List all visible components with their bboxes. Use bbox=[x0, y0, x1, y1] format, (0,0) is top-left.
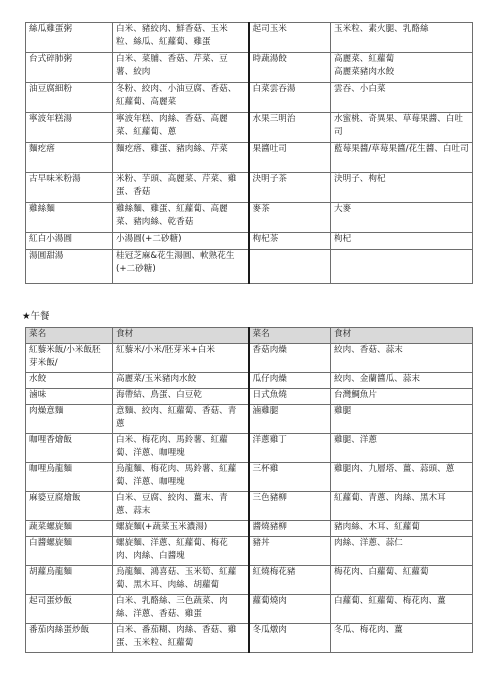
ingredients: 紅藜米/小米/胚芽米+白米 bbox=[113, 344, 249, 373]
ingredients: 烏龍麵、鴻喜菇、玉米筍、紅蘿蔔、黑木耳、肉絲、胡蘿蔔 bbox=[113, 566, 249, 595]
dish-name: 油豆腐細粉 bbox=[26, 83, 113, 113]
dish-name: 豬丼 bbox=[249, 537, 331, 566]
dish-name: 蔬菜螺旋麵 bbox=[26, 521, 113, 537]
ingredients: 豬肉絲、木耳、紅蘿蔔 bbox=[331, 521, 473, 537]
header-ingredients: 食材 bbox=[113, 328, 249, 344]
ingredients: 冬粉、絞肉、小油豆腐、香菇、紅蘿蔔、高麗菜 bbox=[113, 83, 249, 113]
ingredients: 大麥 bbox=[331, 203, 473, 233]
ingredients: 白米、梅花肉、馬鈴薯、紅蘿蔔、洋蔥、咖哩塊 bbox=[113, 434, 249, 463]
table-row bbox=[26, 389, 473, 405]
dish-name: 胡蘿烏龍麵 bbox=[26, 566, 113, 595]
dish-name: 醬燒豬柳 bbox=[249, 521, 331, 537]
dish-name: 番茄肉絲蛋炒飯 bbox=[26, 624, 113, 653]
ingredients: 意麵、絞肉、紅蘿蔔、香菇、青蔥 bbox=[113, 405, 249, 434]
dish-name: 瓜仔肉燥 bbox=[249, 373, 331, 389]
dish-name: 白醬螺旋麵 bbox=[26, 537, 113, 566]
ingredients: 雞腿 bbox=[331, 405, 473, 434]
dish-name: 果醬吐司 bbox=[249, 143, 331, 173]
ingredients: 白米、豆腐、絞肉、薑末、青蔥、蒜末 bbox=[113, 492, 249, 521]
table-row bbox=[26, 53, 473, 83]
ingredients: 冬瓜、梅花肉、薑 bbox=[331, 624, 473, 653]
dish-name: 三色豬柳 bbox=[249, 492, 331, 521]
header-ingredients: 食材 bbox=[331, 328, 473, 344]
ingredients: 枸杞 bbox=[331, 233, 473, 250]
table-row bbox=[26, 566, 473, 595]
ingredients: 烏龍麵、梅花肉、馬鈴薯、紅蘿蔔、洋蔥、咖哩塊 bbox=[113, 463, 249, 492]
ingredients: 藍莓果醬/草莓果醬/花生醬、白吐司 bbox=[331, 143, 473, 173]
table-row bbox=[26, 405, 473, 434]
ingredients bbox=[331, 250, 473, 284]
ingredients: 海帶結、鳥蛋、白豆乾 bbox=[113, 389, 249, 405]
ingredients: 梅花肉、白蘿蔔、紅蘿蔔 bbox=[331, 566, 473, 595]
dish-name: 紅藜米飯/小米飯胚芽米飯/ bbox=[26, 344, 113, 373]
ingredients: 寧波年糕、肉絲、香菇、高麗菜、紅蘿蔔、蔥 bbox=[113, 113, 249, 143]
table-row bbox=[26, 521, 473, 537]
dish-name: 水餃 bbox=[26, 373, 113, 389]
ingredients: 玉米粒、素火腿、乳酪絲 bbox=[331, 23, 473, 53]
ingredients: 小湯圓(+二砂糖) bbox=[113, 233, 249, 250]
ingredients: 白米、菜脯、香菇、芹菜、豆薯、絞肉 bbox=[113, 53, 249, 83]
dish-name: 絲瓜雞蛋粥 bbox=[26, 23, 113, 53]
table-row bbox=[26, 23, 473, 53]
ingredients: 桂冠芝麻&花生湯圓、軟熟花生(+二砂糖) bbox=[113, 250, 249, 284]
ingredients: 白米、番茄糊、肉絲、香菇、雞蛋、玉米粒、紅蘿蔔 bbox=[113, 624, 249, 653]
table-row bbox=[26, 434, 473, 463]
ingredients: 雞腿、洋蔥 bbox=[331, 434, 473, 463]
table-row bbox=[26, 463, 473, 492]
dish-name bbox=[249, 250, 331, 284]
ingredients: 白蘿蔔、紅蘿蔔、梅花肉、薑 bbox=[331, 595, 473, 624]
lunch-menu-table bbox=[25, 327, 473, 653]
ingredients: 高麗菜/玉米豬肉水餃 bbox=[113, 373, 249, 389]
section-heading-lunch: ★午餐 bbox=[22, 311, 50, 322]
dish-name: 古早味米粉湯 bbox=[26, 173, 113, 203]
dish-name: 白菜雲吞湯 bbox=[249, 83, 331, 113]
dish-name: 麻婆豆腐燴飯 bbox=[26, 492, 113, 521]
dish-name: 起司蛋炒飯 bbox=[26, 595, 113, 624]
dish-name: 日式魚燒 bbox=[249, 389, 331, 405]
table-row bbox=[26, 233, 473, 250]
table-row bbox=[26, 624, 473, 653]
table-row bbox=[26, 344, 473, 373]
dish-name: 紅白小湯圓 bbox=[26, 233, 113, 250]
dish-name: 湯圓甜湯 bbox=[26, 250, 113, 284]
dish-name: 咖哩烏龍麵 bbox=[26, 463, 113, 492]
dish-name: 肉燥意麵 bbox=[26, 405, 113, 434]
ingredients: 螺旋麵、洋蔥、紅蘿蔔、梅花肉、肉絲、白醬塊 bbox=[113, 537, 249, 566]
dish-name: 水果三明治 bbox=[249, 113, 331, 143]
table-row bbox=[26, 373, 473, 389]
ingredients: 白米、豬絞肉、鮮香菇、玉米粒、絲瓜、紅蘿蔔、雞蛋 bbox=[113, 23, 249, 53]
dish-name: 洋蔥雞丁 bbox=[249, 434, 331, 463]
dish-name: 台式碎肺粥 bbox=[26, 53, 113, 83]
ingredients: 米粉、芋頭、高麗菜、芹菜、雞蛋、香菇 bbox=[113, 173, 249, 203]
dish-name: 枸杞茶 bbox=[249, 233, 331, 250]
ingredients: 雞絲麵、雞蛋、紅蘿蔔、高麗菜、豬肉絲、乾香菇 bbox=[113, 203, 249, 233]
table-row bbox=[26, 537, 473, 566]
dish-name: 咖哩香燴飯 bbox=[26, 434, 113, 463]
dish-name: 三杯雞 bbox=[249, 463, 331, 492]
ingredients: 肉絲、洋蔥、蒜仁 bbox=[331, 537, 473, 566]
ingredients: 絞肉、金蘭醬瓜、蒜末 bbox=[331, 373, 473, 389]
dish-name: 麵疙瘩 bbox=[26, 143, 113, 173]
ingredients: 紅蘿蔔、青蔥、肉絲、黑木耳 bbox=[331, 492, 473, 521]
breakfast-menu-table bbox=[25, 22, 473, 284]
dish-name: 冬瓜燉肉 bbox=[249, 624, 331, 653]
table-row bbox=[26, 595, 473, 624]
dish-name: 滷雞腿 bbox=[249, 405, 331, 434]
ingredients: 絞肉、香菇、蒜末 bbox=[331, 344, 473, 373]
dish-name: 蘿蔔燒肉 bbox=[249, 595, 331, 624]
table-row bbox=[26, 143, 473, 173]
dish-name: 起司玉米 bbox=[249, 23, 331, 53]
ingredients: 白米、乳酪絲、三色蔬菜、肉絲、洋蔥、香菇、雞蛋 bbox=[113, 595, 249, 624]
dish-name: 滷味 bbox=[26, 389, 113, 405]
dish-name: 雞絲麵 bbox=[26, 203, 113, 233]
table-row bbox=[26, 250, 473, 284]
ingredients: 雲吞、小白菜 bbox=[331, 83, 473, 113]
ingredients: 水蜜桃、奇異果、草莓果醬、白吐司 bbox=[331, 113, 473, 143]
table-row bbox=[26, 492, 473, 521]
dish-name: 決明子茶 bbox=[249, 173, 331, 203]
dish-name: 香菇肉燥 bbox=[249, 344, 331, 373]
header-dish-name: 菜名 bbox=[249, 328, 331, 344]
ingredients: 雞腿肉、九層塔、薑、蒜頭、蔥 bbox=[331, 463, 473, 492]
header-dish-name: 菜名 bbox=[26, 328, 113, 344]
table-row bbox=[26, 83, 473, 113]
table-row bbox=[26, 173, 473, 203]
dish-name: 時蔬湯餃 bbox=[249, 53, 331, 83]
table-row bbox=[26, 113, 473, 143]
ingredients: 麵疙瘩、雞蛋、豬肉絲、芹菜 bbox=[113, 143, 249, 173]
ingredients: 高麗菜、紅蘿蔔 高麗菜豬肉水餃 bbox=[331, 53, 473, 83]
table-row bbox=[26, 203, 473, 233]
ingredients: 螺旋麵(+蔬菜玉米濃湯) bbox=[113, 521, 249, 537]
ingredients: 決明子、枸杞 bbox=[331, 173, 473, 203]
dish-name: 麥茶 bbox=[249, 203, 331, 233]
table-header-row bbox=[26, 328, 473, 344]
dish-name: 紅燒梅花豬 bbox=[249, 566, 331, 595]
ingredients: 台灣鯛魚片 bbox=[331, 389, 473, 405]
dish-name: 寧波年糕湯 bbox=[26, 113, 113, 143]
